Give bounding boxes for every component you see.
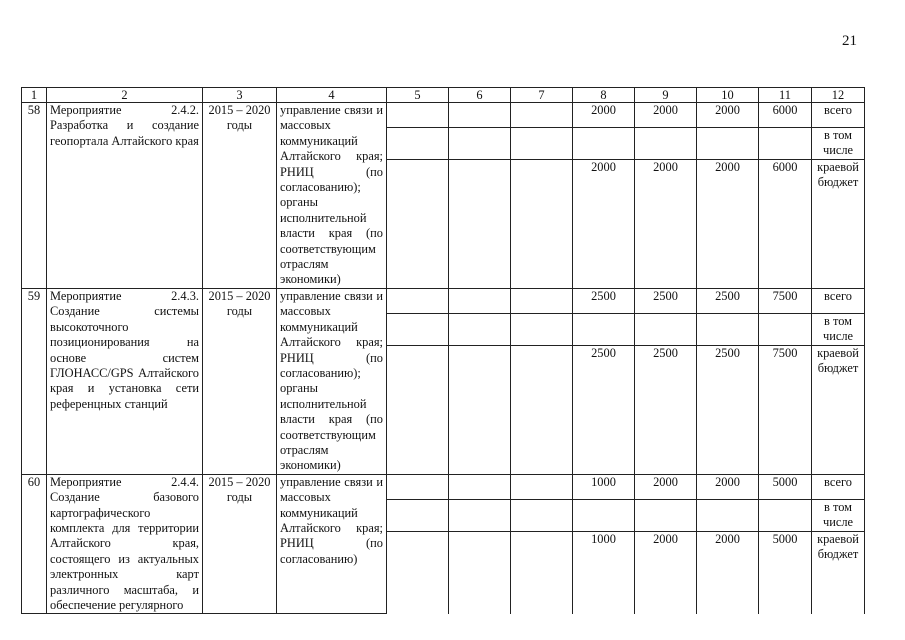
funding-source: в том числе: [812, 313, 865, 345]
row-number: 59: [22, 288, 47, 474]
value-cell: 1000: [573, 474, 635, 499]
column-header: 2: [47, 88, 203, 103]
value-cell: [511, 128, 573, 160]
value-cell: [759, 313, 812, 345]
value-cell: [635, 313, 697, 345]
value-cell: [511, 531, 573, 614]
value-cell: [449, 474, 511, 499]
column-header: 5: [387, 88, 449, 103]
funding-source: всего: [812, 103, 865, 128]
value-cell: 2500: [635, 288, 697, 313]
row-number: 60: [22, 474, 47, 614]
value-cell: 2000: [635, 159, 697, 288]
value-cell: [511, 474, 573, 499]
funding-source: краевой бюджет: [812, 531, 865, 614]
column-header: 10: [697, 88, 759, 103]
value-cell: [573, 499, 635, 531]
responsible-organization: управление связи и массовых коммуникаций Алтайского края; РНИЦ (по согласованию); органы исполнительной власти края (по соответствующим отраслям экономики): [277, 103, 387, 289]
column-header: 9: [635, 88, 697, 103]
value-cell: 6000: [759, 103, 812, 128]
column-header: 1: [22, 88, 47, 103]
column-header: 12: [812, 88, 865, 103]
value-cell: 2000: [697, 103, 759, 128]
column-header: 4: [277, 88, 387, 103]
value-cell: 2500: [573, 345, 635, 474]
value-cell: 2000: [635, 474, 697, 499]
page-number: 21: [842, 33, 857, 49]
value-cell: 2500: [697, 345, 759, 474]
activity-period: 2015 – 2020 годы: [203, 288, 277, 474]
value-cell: 2000: [573, 103, 635, 128]
activity-description: Мероприятие 2.4.2. Разработка и создание геопортала Алтайского края: [47, 103, 203, 289]
program-activities-table: [21, 87, 865, 614]
value-cell: [697, 128, 759, 160]
value-cell: [387, 128, 449, 160]
value-cell: [387, 313, 449, 345]
value-cell: 2500: [573, 288, 635, 313]
column-header: 11: [759, 88, 812, 103]
value-cell: [573, 313, 635, 345]
value-cell: [387, 159, 449, 288]
funding-source: в том числе: [812, 499, 865, 531]
responsible-organization: управление связи и массовых коммуникаций Алтайского края; РНИЦ (по согласованию); органы исполнительной власти края (по соответствующим отраслям экономики): [277, 288, 387, 474]
value-cell: [511, 345, 573, 474]
table-row: [22, 103, 865, 128]
value-cell: 7500: [759, 345, 812, 474]
row-number: 58: [22, 103, 47, 289]
value-cell: 2000: [635, 531, 697, 614]
funding-source: в том числе: [812, 128, 865, 160]
value-cell: 2000: [697, 474, 759, 499]
value-cell: [449, 103, 511, 128]
value-cell: [387, 103, 449, 128]
table-row: [22, 288, 865, 313]
value-cell: 2000: [697, 159, 759, 288]
value-cell: [511, 159, 573, 288]
value-cell: 2500: [635, 345, 697, 474]
value-cell: [387, 499, 449, 531]
column-header: 7: [511, 88, 573, 103]
value-cell: 5000: [759, 474, 812, 499]
value-cell: 2500: [697, 288, 759, 313]
value-cell: [387, 288, 449, 313]
value-cell: [449, 499, 511, 531]
value-cell: [449, 128, 511, 160]
value-cell: [511, 313, 573, 345]
value-cell: [511, 103, 573, 128]
table-row: [22, 474, 865, 499]
value-cell: [635, 128, 697, 160]
value-cell: [573, 128, 635, 160]
value-cell: [449, 159, 511, 288]
value-cell: 6000: [759, 159, 812, 288]
value-cell: 2000: [697, 531, 759, 614]
value-cell: [449, 345, 511, 474]
value-cell: 2000: [573, 159, 635, 288]
value-cell: 1000: [573, 531, 635, 614]
value-cell: 7500: [759, 288, 812, 313]
value-cell: [759, 128, 812, 160]
value-cell: [387, 474, 449, 499]
value-cell: [387, 345, 449, 474]
funding-source: краевой бюджет: [812, 159, 865, 288]
column-header: 3: [203, 88, 277, 103]
activity-description: Мероприятие 2.4.3. Создание системы высокоточного позиционирования на основе систем ГЛОНАСС/GPS Алтайского края и установка сети референцных станций: [47, 288, 203, 474]
value-cell: [759, 499, 812, 531]
activity-period: 2015 – 2020 годы: [203, 474, 277, 614]
responsible-organization: управление связи и массовых коммуникаций Алтайского края; РНИЦ (по согласованию): [277, 474, 387, 614]
value-cell: [697, 313, 759, 345]
value-cell: 2000: [635, 103, 697, 128]
funding-source: краевой бюджет: [812, 345, 865, 474]
value-cell: [697, 499, 759, 531]
funding-source: всего: [812, 474, 865, 499]
value-cell: 5000: [759, 531, 812, 614]
value-cell: [449, 288, 511, 313]
value-cell: [449, 531, 511, 614]
funding-source: всего: [812, 288, 865, 313]
activity-period: 2015 – 2020 годы: [203, 103, 277, 289]
value-cell: [511, 288, 573, 313]
value-cell: [511, 499, 573, 531]
activity-description: Мероприятие 2.4.4. Создание базового картографического комплекта для территории Алтайского края, состоящего из актуальных электронных карт различного масштаба, и обеспечение регулярного: [47, 474, 203, 614]
value-cell: [635, 499, 697, 531]
value-cell: [387, 531, 449, 614]
column-header: 6: [449, 88, 511, 103]
column-header: 8: [573, 88, 635, 103]
column-number-row: [22, 88, 865, 103]
value-cell: [449, 313, 511, 345]
